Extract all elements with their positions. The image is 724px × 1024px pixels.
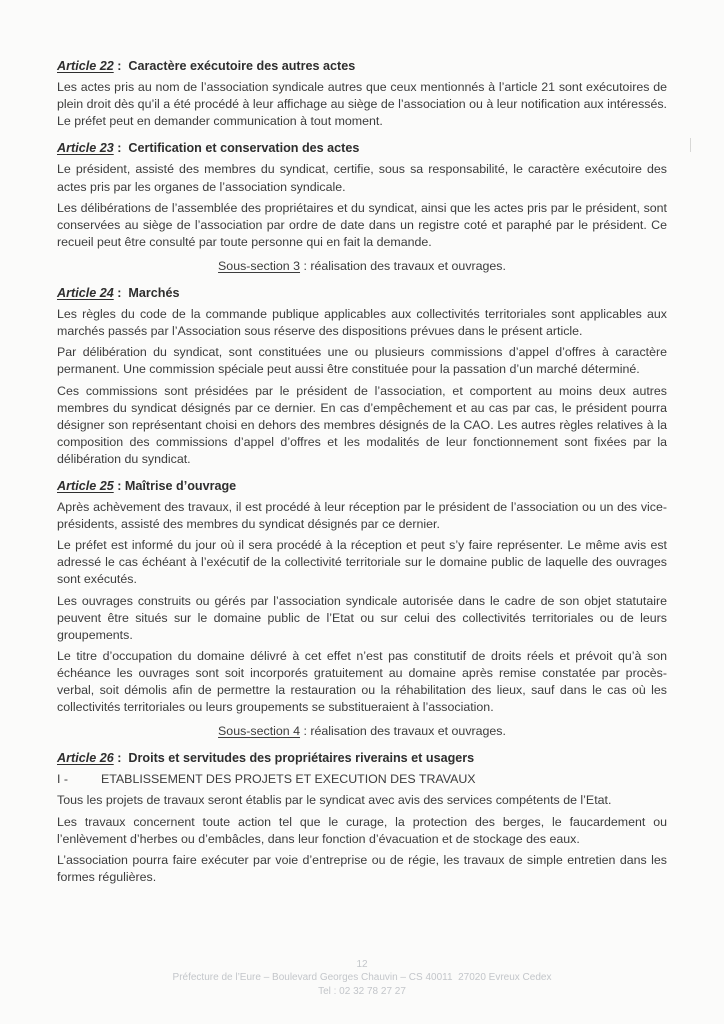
article-23-paragraph-1: Le président, assisté des membres du syndicat, certifie, sous sa responsabilité, le caractère exécutoire des actes pris par les organes de l’association syndicale. <box>57 162 667 194</box>
footer-address: Préfecture de l’Eure – Boulevard Georges Chauvin – CS 40011 27020 Evreux Cedex <box>172 972 552 983</box>
roman-numeral: I - <box>57 772 69 787</box>
article-26-paragraph-1: Tous les projets de travaux seront établis par le syndicat avec avis des services compétents de l’Etat. <box>57 793 612 808</box>
article-26-label: Article 26 <box>57 751 114 766</box>
scan-artifact <box>690 138 691 152</box>
subsection-4-label: Sous-section 4 <box>218 724 301 739</box>
article-23-title: Certification et conservation des actes <box>128 141 360 156</box>
article-23-paragraph-2: Les délibérations de l’assemblée des propriétaires et du syndicat, ainsi que les actes pris par le président, sont conservées au siège de l’association par ordre de date dans un registre coté et paraphé par le président. Ce recueil peut être consulté par toute personne qui en fait la demande. <box>57 200 667 249</box>
article-24-paragraph-2: Par délibération du syndicat, sont constituées une ou plusieurs commissions d’appel d’offres à caractère permanent. Une commission spéciale peut aussi être constituée pour la passation d’un marché déterminé. <box>57 345 667 377</box>
article-26-paragraph-3: L’association pourra faire exécuter par voie d’entreprise ou de régie, les travaux de simple entretien dans les formes régulières. <box>57 852 667 884</box>
article-22-title: Caractère exécutoire des autres actes <box>128 59 356 73</box>
article-25-title: Maîtrise d’ouvrage <box>124 478 237 493</box>
article-26-title: Droits et servitudes des propriétaires riverains et usagers <box>128 751 475 766</box>
article-26-paragraph-2: Les travaux concernent toute action tel que le curage, la protection des berges, le faucardement ou l’enlèvement d’herbes ou d’embâcles, dans leur fonction d’évacuation et de stockage des eaux. <box>57 814 667 846</box>
article-24-paragraph-1: Les règles du code de la commande publique applicables aux collectivités territoriales sont applicables aux marchés passés par l’Association sous réserve des dispositions prévues dans le présent article. <box>57 307 667 339</box>
article-23-label: Article 23 <box>57 141 114 156</box>
article-25-paragraph-1: Après achèvement des travaux, il est procédé à leur réception par le président de l’association ou un des vice-présidents, assisté des membres du syndicat désignés par ce dernier. <box>57 500 667 532</box>
article-23-heading <box>57 140 667 157</box>
article-24-paragraph-3: Ces commissions sont présidées par le président de l’association, et comportent au moins deux autres membres du syndicat désignés par ce dernier. En cas d’empêchement et au cas par cas, le président pourra désigner son représentant choisi en dehors des membres désignés de la CAO. Les autres règles relatives à la composition des commissions d’appel d’offres et les modalités de leur fonctionnement sont fixées par la délibération du syndicat. <box>57 383 667 466</box>
footer-phone: Tel : 02 32 78 27 27 <box>318 985 406 997</box>
heading-separator: : <box>113 478 125 493</box>
article-25-heading <box>57 478 667 495</box>
article-24-label: Article 24 <box>57 286 114 301</box>
heading-separator: : <box>113 59 129 73</box>
subsection-4-text: : réalisation des travaux et ouvrages. <box>300 724 506 739</box>
subsection-3-text: : réalisation des travaux et ouvrages. <box>300 258 506 273</box>
article-22-heading <box>57 58 667 75</box>
article-24-title: Marchés <box>128 286 180 301</box>
heading-separator: : <box>113 751 129 766</box>
roman-item-text: ETABLISSEMENT DES PROJETS ET EXECUTION DES TRAVAUX <box>101 772 476 787</box>
heading-separator: : <box>113 141 129 156</box>
article-26-roman-item-1 <box>57 771 667 788</box>
article-25-label: Article 25 <box>57 478 114 493</box>
page-number: 12 <box>356 958 368 970</box>
article-24-heading <box>57 285 667 302</box>
article-25-paragraph-3: Les ouvrages construits ou gérés par l’association syndicale autorisée dans le cadre de son objet statutaire peuvent être situés sur le domaine public de l’Etat ou sur celui des collectivités territoriales ou de leurs groupements. <box>57 593 667 642</box>
subsection-4-heading <box>57 723 667 740</box>
article-25-paragraph-4: Le titre d’occupation du domaine délivré à cet effet n’est pas constitutif de droits réels et prévoit qu’à son échéance les ouvrages sont soit incorporés gratuitement au domaine après remise constatée par procès-verbal, soit démolis afin de permettre la restauration ou la réhabilitation des lieux, sauf dans le cas où les collectivités territoriales ou leurs groupements se substitueraient à l’association. <box>57 648 667 715</box>
page-footer <box>0 958 724 999</box>
article-26-heading <box>57 750 667 767</box>
heading-separator: : <box>113 286 129 301</box>
article-22-paragraph-1: Les actes pris au nom de l’association syndicale autres que ceux mentionnés à l’article 21 sont exécutoires de plein droit dès qu’il a été procédé à leur affichage au siège de l’association ou à leur notification aux intéressés. Le préfet peut en demander communication à tout moment. <box>57 80 667 129</box>
subsection-3-label: Sous-section 3 <box>218 258 301 273</box>
article-22-label: Article 22 <box>57 59 114 73</box>
article-25-paragraph-2: Le préfet est informé du jour où il sera procédé à la réception et peut s’y faire représenter. Le même avis est adressé le cas échéant à l’exécutif de la collectivité territoriale sur le domaine public de laquelle des ouvrages sont exécutés. <box>57 538 667 587</box>
subsection-3-heading <box>57 258 667 275</box>
